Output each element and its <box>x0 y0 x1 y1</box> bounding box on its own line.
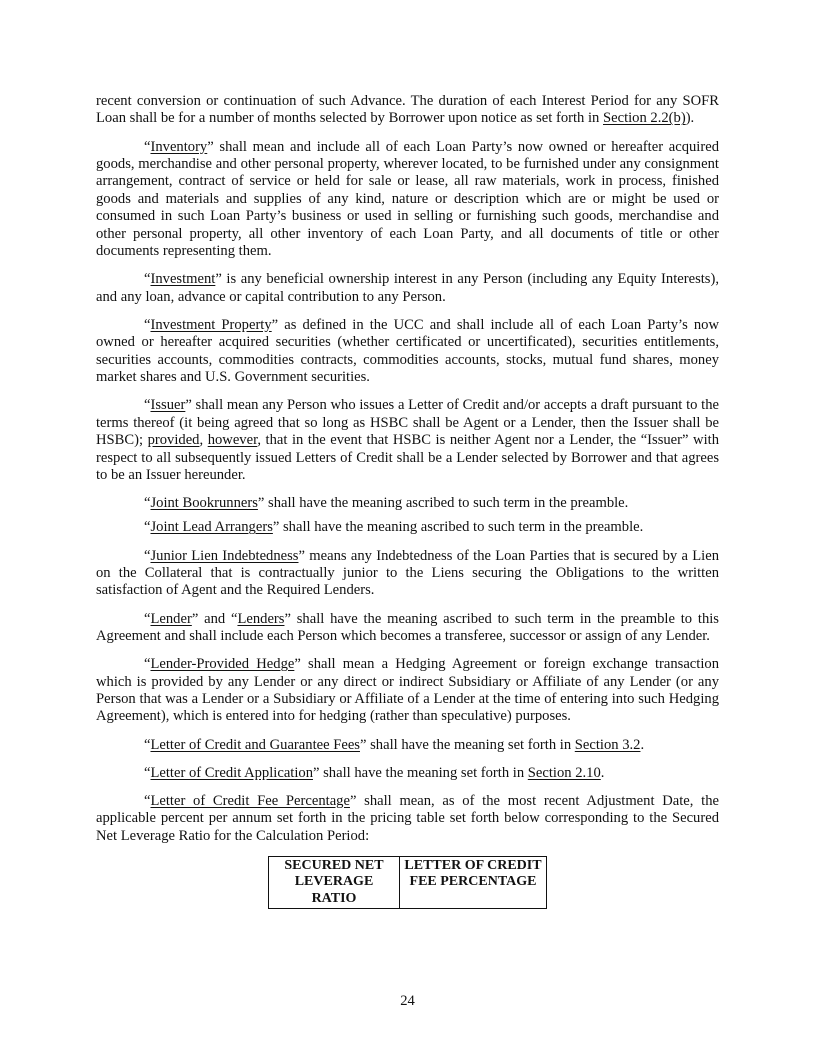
defined-term: Issuer <box>150 397 186 414</box>
defined-term: Investment <box>150 271 216 288</box>
paragraph <box>96 765 719 782</box>
defined-term: Section 3.2 <box>574 736 641 753</box>
paragraph-text: “ <box>144 316 151 333</box>
table-header-secured-net-leverage-ratio: SECURED NET LEVERAGE RATIO <box>269 856 400 909</box>
paragraph-text: , <box>199 432 208 449</box>
paragraph-text: ” is any beneficial ownership interest in any Person (including any Equity Interests), and any loan, advance or capital contribution to any Person. <box>96 271 719 305</box>
defined-term: however <box>207 432 258 449</box>
paragraph-text: ” shall mean, as of the most recent Adjustment Date, the applicable percent per annum set forth in the pricing table set forth below corresponding to the Secured Net Leverage Ratio for the Calculation Period: <box>96 792 719 844</box>
letter-of-credit-fee-table <box>268 856 547 910</box>
paragraph-text: “ <box>144 495 151 512</box>
paragraph <box>96 271 719 306</box>
defined-term: provided <box>147 432 200 449</box>
paragraph <box>96 656 719 726</box>
table-header-row <box>269 856 547 909</box>
paragraph-text: “ <box>144 271 151 288</box>
paragraph-text: ). <box>685 110 695 127</box>
paragraph <box>96 548 719 600</box>
defined-term: Lenders <box>237 610 285 627</box>
defined-term: Section 2.10 <box>527 764 601 781</box>
paragraph-text: ” shall mean and include all of each Loan Party’s now owned or hereafter acquired goods, merchandise and other personal property, wherever located, to be furnished under any consignment arrangement, contract of service or held for sale or lease, all raw materials, work in process, finished goods and materials and supplies of any kind, nature or description which are or might be used or consumed in such Loan Party’s business or used in selling or furnishing such goods, merchandise and other personal property, all other inventory of each Loan Party, and all documents of title or other documents representing them. <box>96 138 719 260</box>
paragraph <box>96 495 719 512</box>
defined-term: Letter of Credit Fee Percentage <box>150 792 350 809</box>
paragraph-text: “ <box>144 736 151 753</box>
defined-term: Joint Lead Arrangers <box>150 519 273 536</box>
defined-term: Inventory <box>150 138 208 155</box>
document-body <box>96 93 719 845</box>
paragraph-text: “ <box>144 397 151 414</box>
defined-term: Lender-Provided Hedge <box>150 656 295 673</box>
paragraph-text: ” shall mean a Hedging Agreement or foreign exchange transaction which is provided by any Lender or any direct or indirect Subsidiary or Affiliate of any Lender (or any Person that was a Lender or a Subsidiary or Affiliate of a Lender at the time of entering into such Hedging Agreement), which is entered into for hedging (rather than speculative) purposes. <box>96 656 719 725</box>
document-page <box>96 93 719 909</box>
paragraph-text: . <box>600 764 605 781</box>
paragraph-text: “ <box>144 519 151 536</box>
defined-term: Lender <box>150 610 192 627</box>
paragraph-text: ” means any Indebtedness of the Loan Parties that is secured by a Lien on the Collateral that is contractually junior to the Liens securing the Obligations to the written satisfaction of Agent and the Required Lenders. <box>96 547 720 599</box>
paragraph <box>96 93 719 128</box>
paragraph-text: “ <box>144 656 151 673</box>
paragraph-text: ” and “ <box>191 610 238 627</box>
defined-term: Letter of Credit and Guarantee Fees <box>150 736 360 753</box>
paragraph-text: “ <box>144 138 151 155</box>
paragraph-text: ” shall have the meaning ascribed to such term in the preamble to this Agreement and shall include each Person which becomes a transferee, successor or assign of any Lender. <box>96 610 719 644</box>
paragraph-text: ” shall have the meaning set forth in <box>359 736 575 753</box>
paragraph-text: , that in the event that HSBC is neither Agent nor a Lender, the “Issuer” with respect to all subsequently issued Letters of Credit shall be a Lender selected by Borrower and that agrees to be an Issuer hereunder. <box>96 432 719 483</box>
paragraph-text: . <box>640 736 645 753</box>
defined-term: Investment Property <box>150 316 272 333</box>
paragraph-text: “ <box>144 610 151 627</box>
paragraph <box>96 139 719 261</box>
paragraph <box>96 793 719 845</box>
defined-term: Joint Bookrunners <box>150 495 258 512</box>
paragraph <box>96 397 719 484</box>
paragraph-text: ” shall have the meaning set forth in <box>313 764 528 781</box>
paragraph <box>96 737 719 754</box>
paragraph-text: “ <box>144 764 151 781</box>
paragraph <box>96 519 719 536</box>
paragraph <box>96 317 719 387</box>
defined-term: Letter of Credit Application <box>150 764 313 781</box>
paragraph-text: “ <box>144 792 151 809</box>
defined-term: Junior Lien Indebtedness <box>150 547 299 564</box>
paragraph-text: ” shall have the meaning ascribed to such term in the preamble. <box>257 495 629 512</box>
page-number: 24 <box>400 993 415 1009</box>
defined-term: Section 2.2(b) <box>603 110 686 127</box>
paragraph <box>96 611 719 646</box>
paragraph-text: “ <box>144 547 151 564</box>
paragraph-text: ” shall have the meaning ascribed to such term in the preamble. <box>272 519 644 536</box>
paragraph-text: recent conversion or continuation of such Advance. The duration of each Interest Period for any SOFR Loan shall be for a number of months selected by Borrower upon notice as set forth in <box>96 93 719 127</box>
paragraph-text: ” shall mean any Person who issues a Letter of Credit and/or accepts a draft pursuant to the terms thereof (it being agreed that so long as HSBC shall be Agent or a Lender, then the Issuer shall be HSBC); <box>96 397 719 449</box>
table-header-letter-of-credit-fee-percentage: LETTER OF CREDIT FEE PERCENTAGE <box>400 856 547 909</box>
paragraph-text: ” as defined in the UCC and shall include all of each Loan Party’s now owned or hereafter acquired securities (whether certificated or uncertificated), securities entitlements, securities accounts, commodities contracts, commodities accounts, stocks, mutual fund shares, money market shares and U.S. Government securities. <box>96 316 719 386</box>
